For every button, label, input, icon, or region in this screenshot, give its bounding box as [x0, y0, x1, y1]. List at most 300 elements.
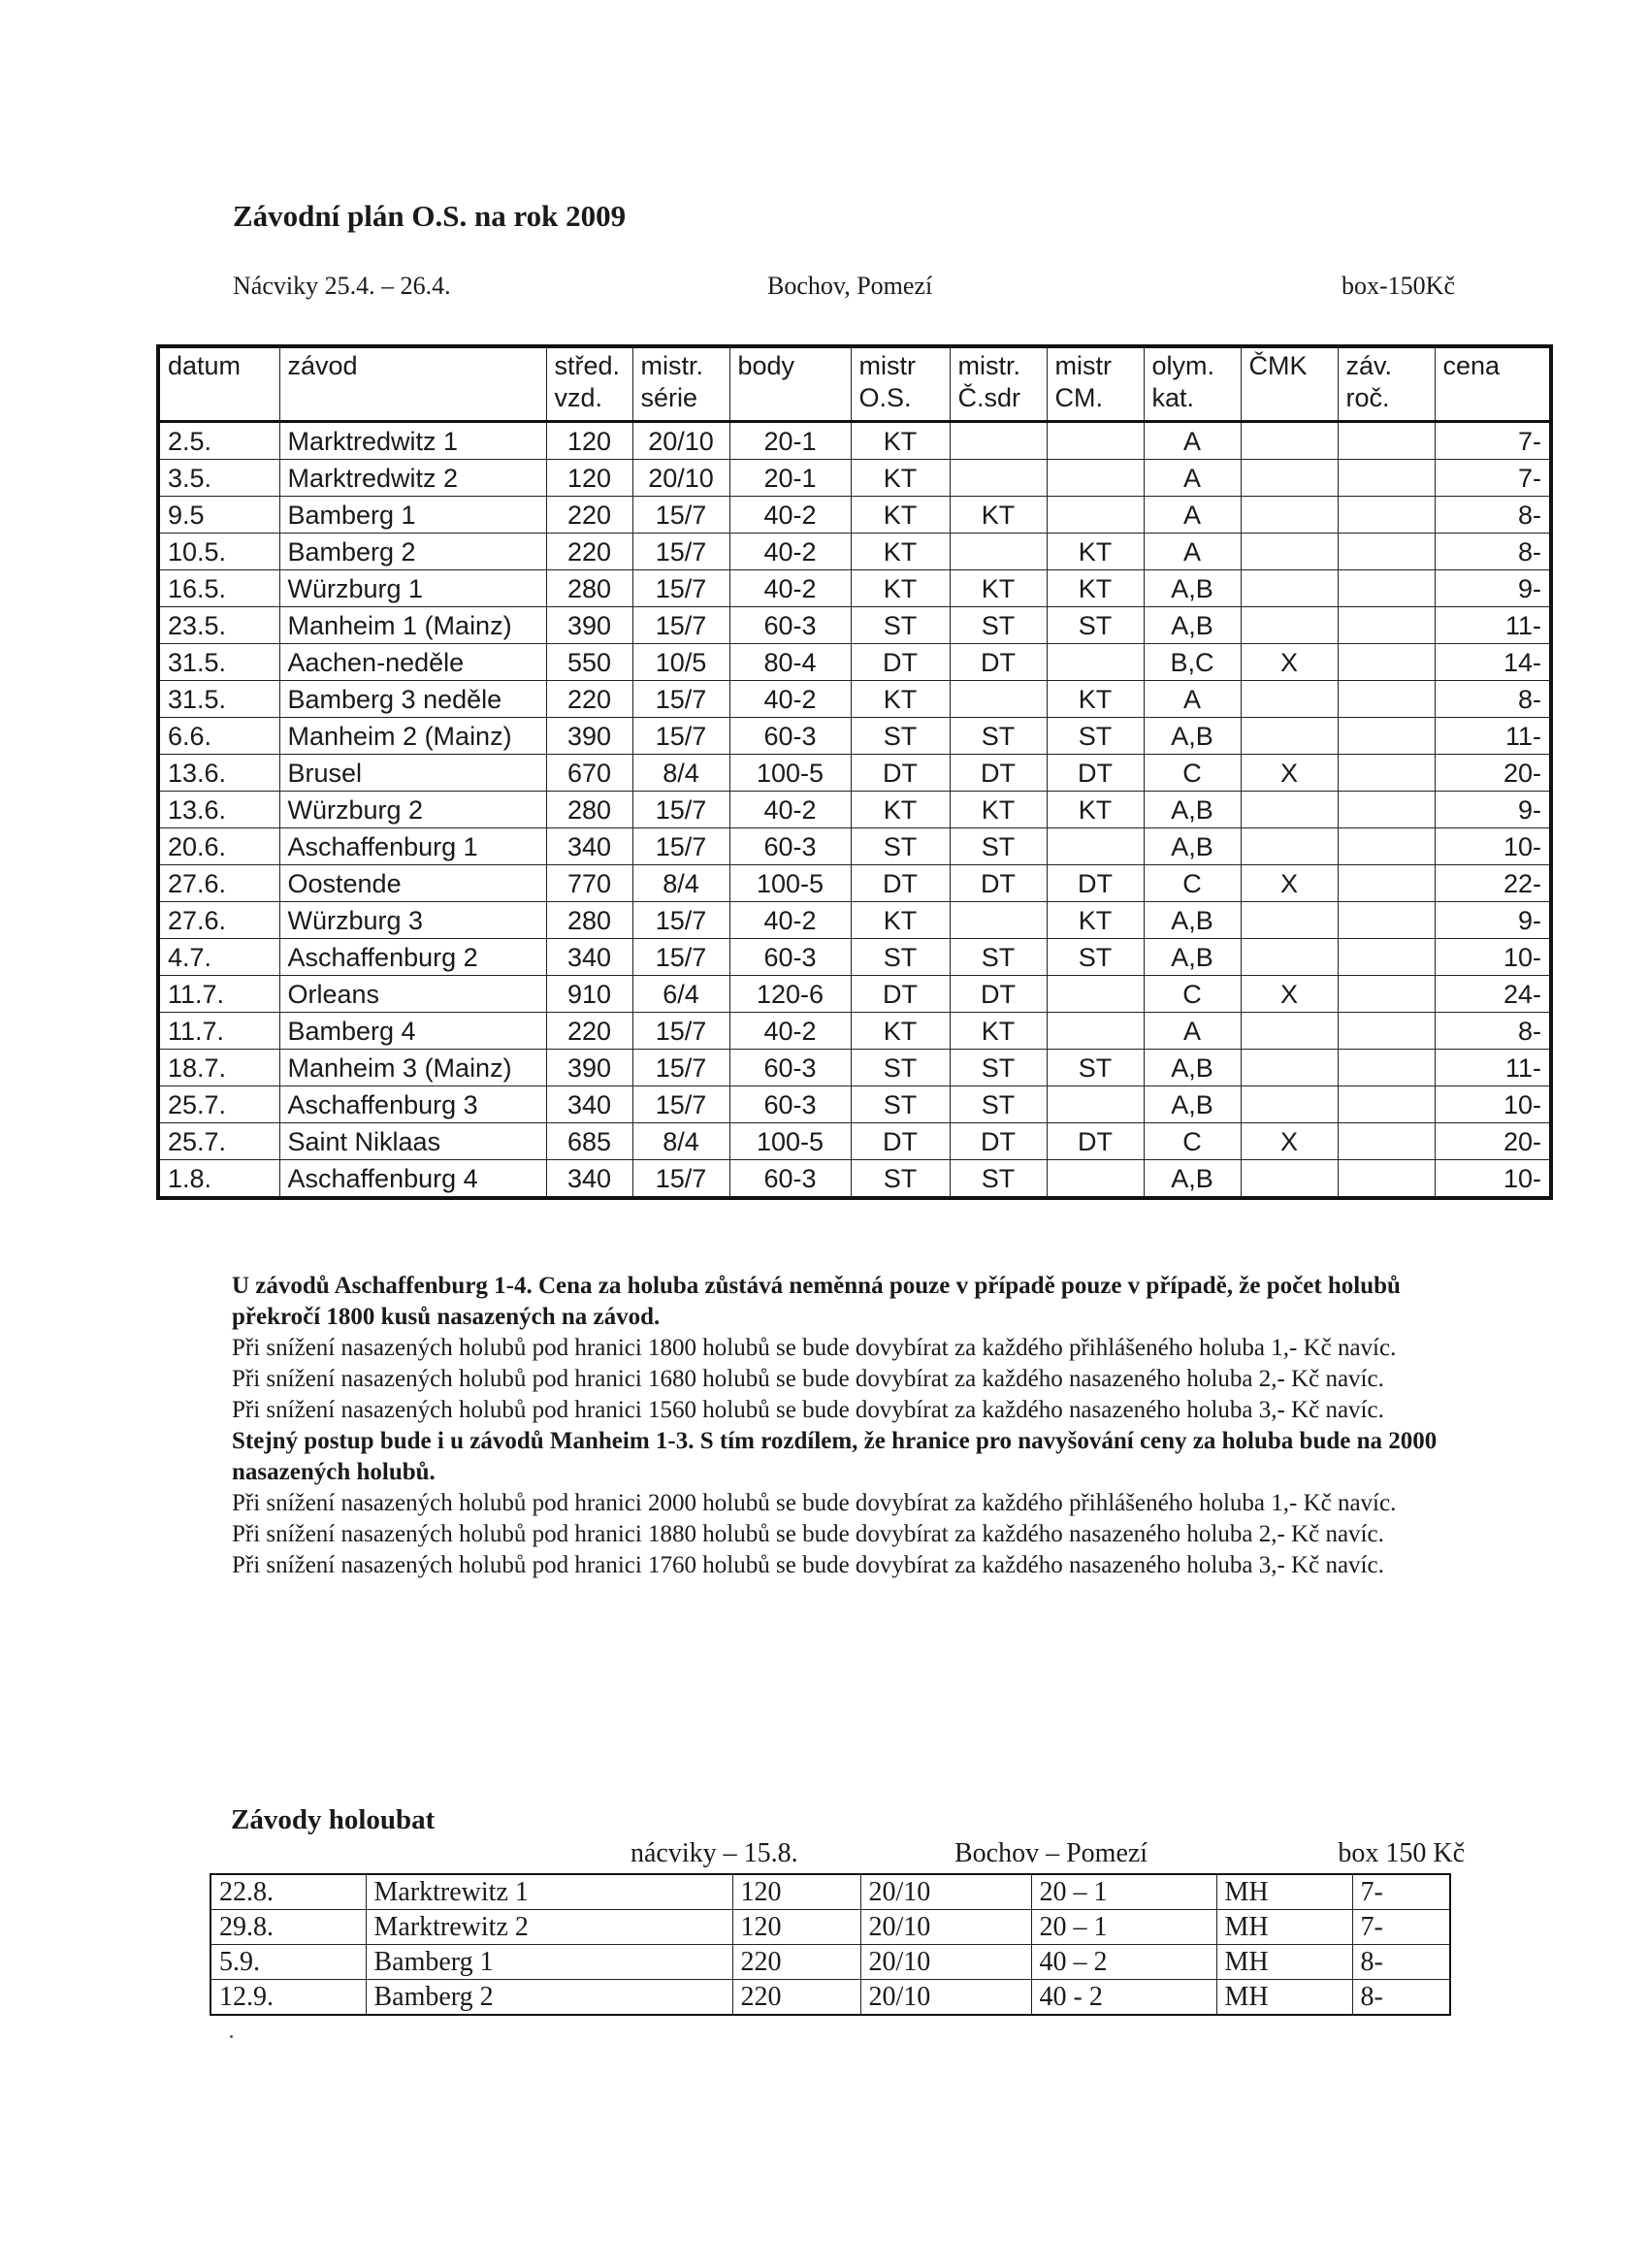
cell-zavod: Manheim 1 (Mainz) [279, 607, 546, 644]
header-cena [1435, 346, 1551, 422]
cell-zavod: Würzburg 3 [279, 902, 546, 939]
cell-mistr-os: KT [851, 1013, 950, 1050]
cell-cena: 10- [1435, 1086, 1551, 1123]
cell-serie: 8/4 [632, 755, 729, 792]
cell-zavod: Manheim 2 (Mainz) [279, 718, 546, 755]
price-notes [232, 1271, 1464, 1581]
cell-cena: 10- [1435, 828, 1551, 865]
cell-mistr-cm: ST [1047, 939, 1144, 976]
cell-body: 60-3 [729, 1086, 851, 1123]
cell-datum: 5.9. [210, 1945, 366, 1980]
training-box-price: box-150Kč [1342, 272, 1455, 300]
cell-olym-kat: A,B [1144, 792, 1241, 828]
table-row [158, 1013, 1551, 1050]
cell-cena: 9- [1435, 792, 1551, 828]
cell-mistr-os: ST [851, 1160, 950, 1199]
header-serie [632, 346, 729, 422]
cell-cena: 10- [1435, 1160, 1551, 1199]
cell-cena: 9- [1435, 902, 1551, 939]
header-label: mistr [858, 351, 916, 380]
cell-vzdalenost: 340 [546, 1086, 632, 1123]
cell-cena: 7- [1352, 1910, 1450, 1945]
cell-serie: 8/4 [632, 1123, 729, 1160]
cell-zavod: Aschaffenburg 3 [279, 1086, 546, 1123]
cell-vzdalenost: 120 [546, 460, 632, 497]
cell-datum: 16.5. [158, 570, 279, 607]
header-label-second-line: O.S. [858, 383, 912, 412]
cell-datum: 23.5. [158, 607, 279, 644]
header-label: mistr [1054, 351, 1112, 380]
note-line: Při snížení nasazených holubů pod hranici 1560 holubů se bude dovybírat za každého nasazeného holuba 3,- Kč navíc. [232, 1397, 1384, 1423]
note-line: Při snížení nasazených holubů pod hranici 1760 holubů se bude dovybírat za každého nasazeného holuba 3,- Kč navíc. [232, 1552, 1384, 1578]
cell-olym-kat: A,B [1144, 1050, 1241, 1086]
training-location: Bochov, Pomezí [767, 272, 933, 300]
table-row [210, 1945, 1450, 1980]
cell-cmk [1241, 607, 1338, 644]
cell-mistr-csdr: KT [950, 1013, 1047, 1050]
cell-vzdalenost: 550 [546, 644, 632, 681]
cell-serie: 15/7 [632, 902, 729, 939]
cell-zav-roc [1338, 644, 1435, 681]
table-row [158, 497, 1551, 534]
table-row [158, 865, 1551, 902]
cell-serie: 10/5 [632, 644, 729, 681]
cell-zav-roc [1338, 1013, 1435, 1050]
young-training-date: nácviky – 15.8. [630, 1838, 798, 1868]
cell-mistr-os: ST [851, 718, 950, 755]
cell-kategorie: MH [1216, 1910, 1352, 1945]
cell-cena: 22- [1435, 865, 1551, 902]
cell-datum: 31.5. [158, 644, 279, 681]
document-title: Závodní plán O.S. na rok 2009 [233, 199, 627, 233]
cell-vzdalenost: 390 [546, 607, 632, 644]
header-label: střed. [554, 351, 621, 380]
cell-mistr-csdr: DT [950, 865, 1047, 902]
cell-mistr-csdr [950, 534, 1047, 570]
cell-zav-roc [1338, 902, 1435, 939]
cell-cena: 20- [1435, 755, 1551, 792]
cell-cena: 8- [1352, 1980, 1450, 2016]
header-olym-kat [1144, 346, 1241, 422]
cell-cena: 24- [1435, 976, 1551, 1013]
note-line: Při snížení nasazených holubů pod hranici 1680 holubů se bude dovybírat za každého nasazeného holuba 2,- Kč navíc. [232, 1366, 1384, 1392]
header-label-second-line: roč. [1345, 383, 1390, 412]
cell-cmk [1241, 718, 1338, 755]
table-row [158, 718, 1551, 755]
header-label: závod [287, 351, 358, 380]
note-heading: U závodů Aschaffenburg 1-4. Cena za holuba zůstává neměnná pouze v případě pouze v případě, že počet holubů překročí 1800 kusů nasazených na závod. [232, 1273, 1401, 1330]
cell-serie: 15/7 [632, 570, 729, 607]
header-label-second-line: Č.sdr [957, 383, 1021, 412]
cell-cmk [1241, 1050, 1338, 1086]
cell-olym-kat: A,B [1144, 570, 1241, 607]
cell-mistr-csdr: ST [950, 939, 1047, 976]
cell-serie: 20/10 [632, 422, 729, 460]
cell-zav-roc [1338, 681, 1435, 718]
cell-body: 40-2 [729, 570, 851, 607]
cell-vzdalenost: 340 [546, 828, 632, 865]
cell-zavod: Brusel [279, 755, 546, 792]
cell-mistr-os: KT [851, 460, 950, 497]
cell-serie: 20/10 [860, 1980, 1031, 2016]
cell-cmk [1241, 570, 1338, 607]
cell-cmk: X [1241, 644, 1338, 681]
cell-cmk [1241, 1013, 1338, 1050]
table-row [158, 755, 1551, 792]
cell-datum: 3.5. [158, 460, 279, 497]
cell-mistr-csdr: DT [950, 976, 1047, 1013]
cell-zavod: Marktredwitz 1 [279, 422, 546, 460]
header-mistr-cm [1047, 346, 1144, 422]
cell-cena: 8- [1435, 534, 1551, 570]
cell-zav-roc [1338, 534, 1435, 570]
cell-mistr-os: KT [851, 570, 950, 607]
cell-vzdalenost: 770 [546, 865, 632, 902]
cell-mistr-csdr: DT [950, 755, 1047, 792]
cell-cmk: X [1241, 1123, 1338, 1160]
cell-vzdalenost: 120 [732, 1910, 860, 1945]
cell-body: 40-2 [729, 792, 851, 828]
cell-olym-kat: B,C [1144, 644, 1241, 681]
cell-cmk [1241, 939, 1338, 976]
cell-mistr-csdr: ST [950, 718, 1047, 755]
header-label: záv. [1345, 351, 1393, 380]
cell-zavod: Saint Niklaas [279, 1123, 546, 1160]
cell-mistr-csdr [950, 460, 1047, 497]
cell-datum: 13.6. [158, 755, 279, 792]
cell-cmk [1241, 534, 1338, 570]
cell-datum: 25.7. [158, 1086, 279, 1123]
cell-vzdalenost: 390 [546, 1050, 632, 1086]
cell-cena: 11- [1435, 1050, 1551, 1086]
cell-olym-kat: C [1144, 1123, 1241, 1160]
cell-zavod: Würzburg 2 [279, 792, 546, 828]
cell-vzdalenost: 340 [546, 939, 632, 976]
cell-serie: 15/7 [632, 534, 729, 570]
cell-serie: 15/7 [632, 792, 729, 828]
header-label-second-line: vzd. [554, 383, 603, 412]
cell-zavod: Bamberg 1 [279, 497, 546, 534]
cell-olym-kat: A,B [1144, 902, 1241, 939]
cell-mistr-csdr: ST [950, 1086, 1047, 1123]
table-row [210, 1980, 1450, 2016]
cell-serie: 15/7 [632, 681, 729, 718]
cell-datum: 1.8. [158, 1160, 279, 1199]
cell-olym-kat: A [1144, 422, 1241, 460]
cell-body: 20 – 1 [1031, 1910, 1216, 1945]
table-row [158, 828, 1551, 865]
cell-serie: 20/10 [860, 1874, 1031, 1910]
cell-olym-kat: A,B [1144, 939, 1241, 976]
cell-mistr-cm: KT [1047, 792, 1144, 828]
note-heading: Stejný postup bude i u závodů Manheim 1-3. S tím rozdílem, že hranice pro navyšování ceny za holuba bude na 2000 nasazených holubů. [232, 1428, 1438, 1485]
cell-cena: 20- [1435, 1123, 1551, 1160]
cell-zavod: Oostende [279, 865, 546, 902]
cell-mistr-csdr: ST [950, 1160, 1047, 1199]
header-label: olym. [1151, 351, 1215, 380]
cell-serie: 15/7 [632, 939, 729, 976]
cell-mistr-cm: ST [1047, 718, 1144, 755]
cell-zavod: Würzburg 1 [279, 570, 546, 607]
cell-cmk [1241, 422, 1338, 460]
header-label: cena [1442, 351, 1501, 380]
cell-vzdalenost: 280 [546, 792, 632, 828]
cell-vzdalenost: 280 [546, 902, 632, 939]
cell-datum: 12.9. [210, 1980, 366, 2016]
cell-mistr-os: KT [851, 681, 950, 718]
note-line: Při snížení nasazených holubů pod hranici 1800 holubů se bude dovybírat za každého přihlášeného holuba 1,- Kč navíc. [232, 1335, 1397, 1361]
cell-body: 60-3 [729, 718, 851, 755]
cell-mistr-csdr: KT [950, 570, 1047, 607]
cell-serie: 15/7 [632, 1086, 729, 1123]
header-label: body [737, 351, 795, 380]
cell-mistr-os: DT [851, 976, 950, 1013]
young-box-price: box 150 Kč [1338, 1838, 1465, 1868]
cell-mistr-os: DT [851, 755, 950, 792]
cell-mistr-os: DT [851, 644, 950, 681]
table-row [158, 792, 1551, 828]
cell-olym-kat: A,B [1144, 718, 1241, 755]
cell-mistr-cm [1047, 422, 1144, 460]
cell-zav-roc [1338, 1123, 1435, 1160]
header-mistr-os [851, 346, 950, 422]
cell-mistr-cm [1047, 828, 1144, 865]
cell-olym-kat: A,B [1144, 1160, 1241, 1199]
training-info [233, 272, 1455, 305]
cell-zavod: Aschaffenburg 1 [279, 828, 546, 865]
cell-mistr-csdr: ST [950, 1050, 1047, 1086]
table-row [158, 939, 1551, 976]
cell-body: 40 – 2 [1031, 1945, 1216, 1980]
cell-cmk: X [1241, 976, 1338, 1013]
cell-datum: 20.6. [158, 828, 279, 865]
cell-body: 100-5 [729, 865, 851, 902]
cell-body: 100-5 [729, 1123, 851, 1160]
cell-cena: 7- [1352, 1874, 1450, 1910]
table-row [158, 1086, 1551, 1123]
cell-serie: 20/10 [860, 1945, 1031, 1980]
cell-serie: 15/7 [632, 497, 729, 534]
cell-zavod: Marktrewitz 2 [366, 1910, 732, 1945]
cell-zav-roc [1338, 607, 1435, 644]
cell-cena: 14- [1435, 644, 1551, 681]
cell-mistr-csdr: ST [950, 828, 1047, 865]
cell-body: 20 – 1 [1031, 1874, 1216, 1910]
cell-vzdalenost: 120 [732, 1874, 860, 1910]
cell-body: 60-3 [729, 1050, 851, 1086]
header-label: mistr. [640, 351, 703, 380]
cell-zav-roc [1338, 976, 1435, 1013]
cell-vzdalenost: 340 [546, 1160, 632, 1199]
cell-zavod: Orleans [279, 976, 546, 1013]
cell-cena: 9- [1435, 570, 1551, 607]
cell-mistr-cm: KT [1047, 902, 1144, 939]
cell-cena: 8- [1435, 1013, 1551, 1050]
cell-zavod: Bamberg 2 [279, 534, 546, 570]
cell-datum: 4.7. [158, 939, 279, 976]
cell-mistr-csdr [950, 422, 1047, 460]
cell-mistr-cm: KT [1047, 681, 1144, 718]
young-training-location: Bochov – Pomezí [954, 1838, 1148, 1868]
cell-body: 100-5 [729, 755, 851, 792]
cell-vzdalenost: 120 [546, 422, 632, 460]
cell-body: 20-1 [729, 422, 851, 460]
header-label-second-line: CM. [1054, 383, 1103, 412]
cell-zavod: Aachen-neděle [279, 644, 546, 681]
cell-mistr-cm: KT [1047, 570, 1144, 607]
cell-cena: 11- [1435, 718, 1551, 755]
cell-zav-roc [1338, 792, 1435, 828]
cell-mistr-os: DT [851, 1123, 950, 1160]
table-row [210, 1910, 1450, 1945]
cell-datum: 11.7. [158, 976, 279, 1013]
cell-zav-roc [1338, 422, 1435, 460]
cell-mistr-cm [1047, 644, 1144, 681]
note-line: Při snížení nasazených holubů pod hranici 1880 holubů se bude dovybírat za každého nasazeného holuba 2,- Kč navíc. [232, 1521, 1384, 1547]
table-row [210, 1874, 1450, 1910]
cell-datum: 11.7. [158, 1013, 279, 1050]
cell-mistr-os: KT [851, 534, 950, 570]
cell-datum: 6.6. [158, 718, 279, 755]
cell-datum: 29.8. [210, 1910, 366, 1945]
cell-vzdalenost: 220 [546, 534, 632, 570]
cell-mistr-csdr: KT [950, 792, 1047, 828]
cell-body: 60-3 [729, 607, 851, 644]
young-races-table [210, 1873, 1451, 2016]
cell-cmk [1241, 828, 1338, 865]
cell-mistr-os: ST [851, 939, 950, 976]
cell-body: 20-1 [729, 460, 851, 497]
cell-cmk: X [1241, 755, 1338, 792]
cell-cmk [1241, 497, 1338, 534]
cell-zav-roc [1338, 497, 1435, 534]
table-row [158, 681, 1551, 718]
cell-mistr-csdr [950, 902, 1047, 939]
cell-zav-roc [1338, 570, 1435, 607]
cell-vzdalenost: 685 [546, 1123, 632, 1160]
cell-cena: 7- [1435, 460, 1551, 497]
cell-mistr-cm: DT [1047, 755, 1144, 792]
table-row [158, 460, 1551, 497]
cell-zavod: Aschaffenburg 4 [279, 1160, 546, 1199]
table-row [158, 1160, 1551, 1199]
cell-mistr-csdr: DT [950, 1123, 1047, 1160]
cell-zavod: Manheim 3 (Mainz) [279, 1050, 546, 1086]
table-row [158, 902, 1551, 939]
cell-mistr-os: DT [851, 865, 950, 902]
cell-datum: 18.7. [158, 1050, 279, 1086]
cell-datum: 13.6. [158, 792, 279, 828]
training-dates: Nácviky 25.4. – 26.4. [233, 272, 451, 300]
cell-olym-kat: A [1144, 1013, 1241, 1050]
cell-olym-kat: A [1144, 460, 1241, 497]
cell-datum: 22.8. [210, 1874, 366, 1910]
cell-cmk [1241, 1086, 1338, 1123]
table-row [158, 422, 1551, 460]
cell-mistr-cm: DT [1047, 865, 1144, 902]
header-body [729, 346, 851, 422]
cell-datum: 31.5. [158, 681, 279, 718]
cell-kategorie: MH [1216, 1945, 1352, 1980]
cell-zav-roc [1338, 718, 1435, 755]
cell-zavod: Bamberg 1 [366, 1945, 732, 1980]
cell-mistr-csdr [950, 681, 1047, 718]
cell-cmk [1241, 460, 1338, 497]
cell-vzdalenost: 220 [546, 681, 632, 718]
cell-cena: 8- [1435, 497, 1551, 534]
cell-mistr-csdr: ST [950, 607, 1047, 644]
table-row [158, 644, 1551, 681]
cell-serie: 15/7 [632, 1050, 729, 1086]
cell-cmk [1241, 681, 1338, 718]
cell-zav-roc [1338, 939, 1435, 976]
cell-body: 40-2 [729, 681, 851, 718]
cell-cmk [1241, 1160, 1338, 1199]
cell-zavod: Aschaffenburg 2 [279, 939, 546, 976]
cell-serie: 20/10 [632, 460, 729, 497]
cell-body: 40-2 [729, 902, 851, 939]
cell-body: 40-2 [729, 1013, 851, 1050]
cell-vzdalenost: 670 [546, 755, 632, 792]
header-label: mistr. [957, 351, 1020, 380]
cell-body: 60-3 [729, 828, 851, 865]
race-schedule-table [156, 344, 1553, 1200]
cell-datum: 27.6. [158, 865, 279, 902]
header-cmk [1241, 346, 1338, 422]
cell-zav-roc [1338, 865, 1435, 902]
table-row [158, 570, 1551, 607]
table-header-row [158, 346, 1551, 422]
young-training-info [630, 1838, 1465, 1871]
cell-serie: 15/7 [632, 607, 729, 644]
cell-serie: 15/7 [632, 1013, 729, 1050]
header-label-second-line: kat. [1151, 383, 1195, 412]
cell-mistr-csdr: DT [950, 644, 1047, 681]
cell-vzdalenost: 220 [546, 497, 632, 534]
cell-body: 60-3 [729, 939, 851, 976]
cell-olym-kat: A [1144, 681, 1241, 718]
cell-cena: 8- [1352, 1945, 1450, 1980]
cell-zav-roc [1338, 1050, 1435, 1086]
cell-cena: 7- [1435, 422, 1551, 460]
cell-mistr-cm [1047, 497, 1144, 534]
cell-cmk [1241, 902, 1338, 939]
header-mistr-csdr [950, 346, 1047, 422]
cell-datum: 25.7. [158, 1123, 279, 1160]
cell-zavod: Bamberg 2 [366, 1980, 732, 2016]
cell-zav-roc [1338, 460, 1435, 497]
cell-olym-kat: A,B [1144, 1086, 1241, 1123]
cell-cmk [1241, 792, 1338, 828]
cell-zavod: Bamberg 4 [279, 1013, 546, 1050]
cell-mistr-cm [1047, 460, 1144, 497]
cell-mistr-cm [1047, 1086, 1144, 1123]
header-zav-roc [1338, 346, 1435, 422]
cell-serie: 8/4 [632, 865, 729, 902]
cell-olym-kat: C [1144, 755, 1241, 792]
cell-mistr-os: ST [851, 1050, 950, 1086]
cell-serie: 6/4 [632, 976, 729, 1013]
table-row [158, 607, 1551, 644]
cell-body: 40-2 [729, 534, 851, 570]
cell-cena: 11- [1435, 607, 1551, 644]
header-label-second-line: série [640, 383, 698, 412]
cell-olym-kat: A,B [1144, 828, 1241, 865]
cell-serie: 15/7 [632, 828, 729, 865]
cell-zavod: Marktrewitz 1 [366, 1874, 732, 1910]
cell-body: 120-6 [729, 976, 851, 1013]
cell-zav-roc [1338, 1160, 1435, 1199]
